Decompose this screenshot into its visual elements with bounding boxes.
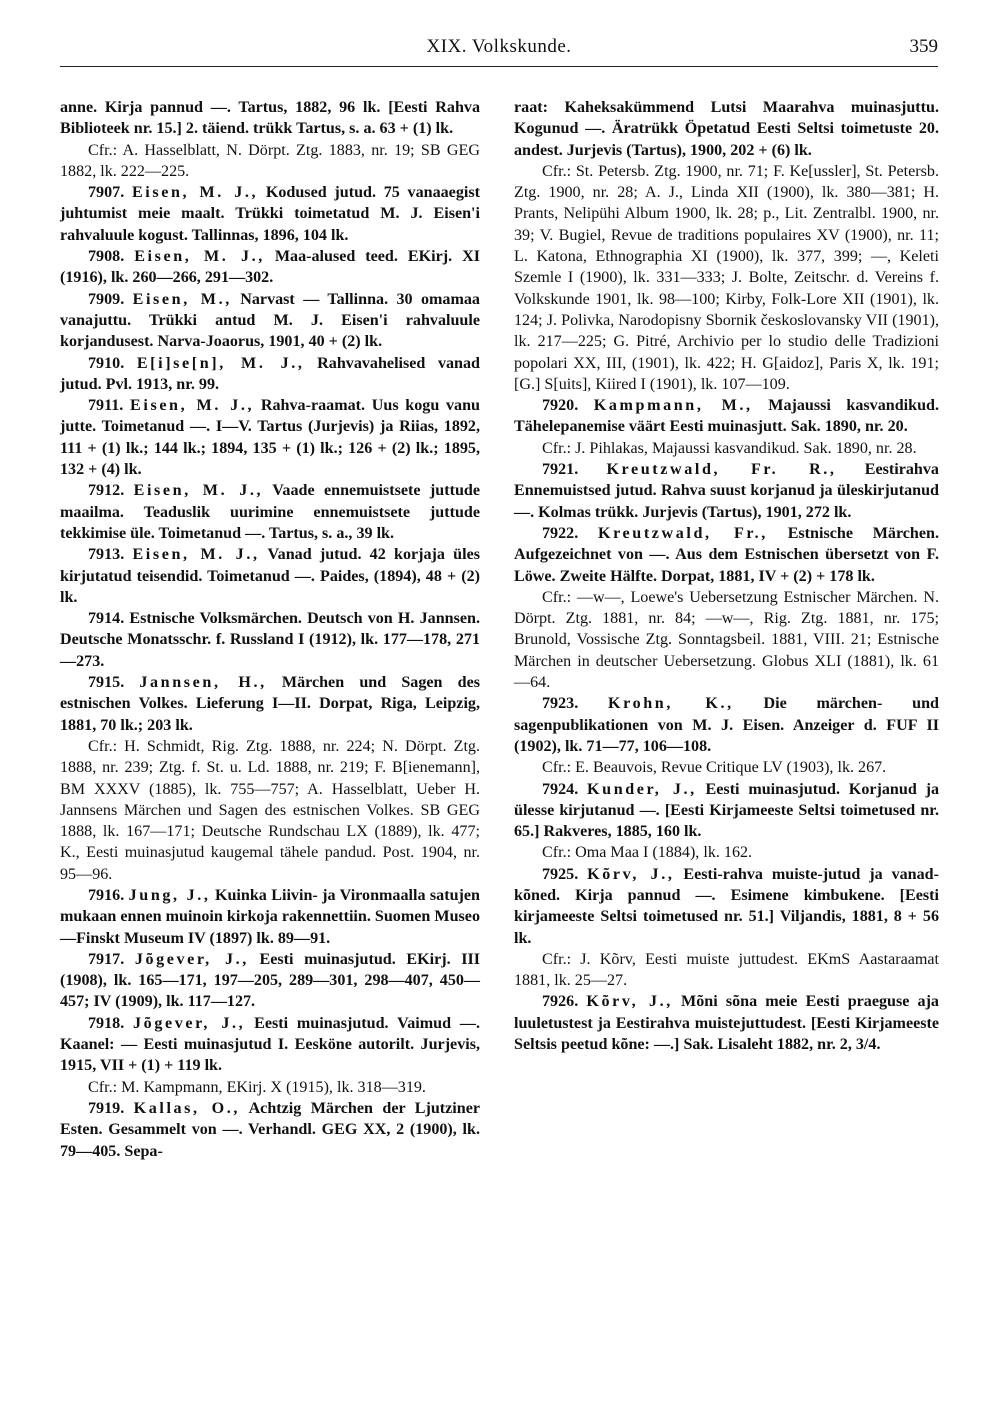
entry-number: 7912. bbox=[88, 482, 125, 500]
cfr-text: Cfr.: E. Beauvois, Revue Critique LV (1903), lk. 267. bbox=[542, 759, 887, 777]
bibliography-entry bbox=[514, 693, 939, 757]
entry-text: raat: Kaheksakümmend Lutsi Maarahva muinasjuttu. Kogunud —. Äratrükk Öpetatud Eesti Seltsi toimetuste 20. andest. Jurjevis (Tartus), 1900, 202 + (6) lk. bbox=[514, 99, 939, 159]
cfr-text: Cfr.: St. Petersb. Ztg. 1900, nr. 71; F. Ke[ussler], St. Petersb. Ztg. 1900, nr. 28; A. J., Linda XII (1900), lk. 380—381; H. Prants, Nelipühi Album 1900, lk. 28; p., Lit. Zentralbl. 1900, nr. 39; V. Bugiel, Revue de traditions populaires XV (1900), nr. 11; L. Katona, Ethnographia XI (1900), lk. 377, 399; —, Keleti Szemle I (1900), lk. 331—333; J. Bolte, Zeitschr. d. Vereins f. Volkskunde 1901, lk. 98—100; Kirby, Folk-Lore XII (1901), lk. 124; J. Polivka, Narodopisny Sbornik českoslovansky VII (1901), lk. 217—225; G. Pitré, Archivio per lo studio delle Tradizioni popolari XX, III, (1901), lk. 422; H. G[aidoz], Paris X, lk. 191; [G.] S[uits], Kiired I (1901), lk. 107—109. bbox=[514, 162, 939, 393]
entry-author: Kreutzwald, Fr. R., bbox=[606, 461, 837, 479]
bibliography-entry bbox=[60, 1013, 480, 1077]
entry-text: Kuinka Liivin- ja Vironmaalla satujen mukaan ennen muinoin kirkoja rakennettiin. Suomen Museo—Finskt Museum IV (1897) lk. 89—91. bbox=[60, 886, 480, 947]
entry-text: Estnische Volksmärchen. Deutsch von H. Jannsen. Deutsche Monatsschr. f. Russland I (1912), lk. 177—178, 271—273. bbox=[60, 610, 480, 670]
entry-number: 7919. bbox=[88, 1099, 125, 1117]
cfr-text: Cfr.: —w—, Loewe's Uebersetzung Estnischer Märchen. N. Dörpt. Ztg. 1881, nr. 84; —w—, Rig. Ztg. 1881, nr. 175; Brunold, Vossische Ztg. Sonntagsbeil. 1881, VIII. 21; Estnische Märchen in deutscher Uebersetzung. Globus XLI (1881), lk. 61—64. bbox=[514, 588, 939, 692]
entry-number: 7911. bbox=[88, 397, 124, 415]
bibliography-entry bbox=[60, 949, 480, 1013]
entry-author: Eisen, M. J., bbox=[131, 184, 259, 202]
cfr-note bbox=[514, 842, 939, 863]
bibliography-entry bbox=[60, 353, 480, 396]
entry-number: 7926. bbox=[542, 993, 579, 1011]
entry-text: anne. Kirja pannud —. Tartus, 1882, 96 lk. [Eesti Rahva Biblioteek nr. 15.] 2. täiend. trükk Tartus, s. a. 63 + (1) lk. bbox=[60, 99, 480, 138]
bibliography-entry bbox=[60, 289, 480, 353]
entry-text: Narvast — Tallinna. 30 omamaa vanajuttu. Trükki antud M. J. Eisen'i rahvaluule korjandusest. Narva-Joaorus, 1901, 40 + (2) lk. bbox=[60, 290, 480, 351]
entry-author: E[i]se[n], M. J., bbox=[136, 354, 305, 372]
cfr-note bbox=[514, 438, 939, 459]
entry-number: 7915. bbox=[88, 674, 125, 692]
cfr-text: Cfr.: A. Hasselblatt, N. Dörpt. Ztg. 1883, nr. 19; SB GEG 1882, lk. 222—225. bbox=[60, 141, 480, 180]
entry-continuation bbox=[514, 97, 939, 161]
entry-author: Kunder, J., bbox=[587, 780, 697, 798]
page-header bbox=[60, 36, 938, 66]
entry-text: Rahva-raamat. Uus kogu vanu jutte. Toimetanud —. I—V. Tartus (Jurjevis) ja Riias, 1892, 111 + (1) lk.; 144 lk.; 1894, 135 + (1) lk.; 126 + (2) lk.; 1895, 132 + (4) lk. bbox=[60, 397, 480, 479]
entry-text: Rahvavahelised vanad jutud. Pvl. 1913, nr. 99. bbox=[60, 354, 481, 393]
entry-author: Eisen, M. J., bbox=[130, 397, 255, 415]
entry-number: 7921. bbox=[542, 461, 579, 479]
entry-text: Eesti muinasjutud. Vaimud —. Kaanel: — Eesti muinasjutud I. Eesköne autorilt. Jurjevis, 1915, VII + (1) + 119 lk. bbox=[60, 1014, 480, 1075]
cfr-note bbox=[514, 949, 939, 992]
entry-number: 7914. bbox=[88, 610, 125, 628]
cfr-text: Cfr.: H. Schmidt, Rig. Ztg. 1888, nr. 224; N. Dörpt. Ztg. 1888, nr. 239; Ztg. f. St. u. Ld. 1888, nr. 219; F. B[ienemann], BM XXXV (1885), lk. 755—757; A. Hasselblatt, Ueber H. Jannsens Märchen und Sagen des estnischen Volkes. SB GEG 1888, lk. 167—171; Deutsche Rundschau LX (1889), lk. 477; K., Eesti muinasjutud kaugemal tähele pandud. Post. 1904, nr. 95—96. bbox=[60, 737, 480, 883]
entry-number: 7925. bbox=[542, 865, 579, 883]
entry-author: Kõrv, J., bbox=[587, 865, 675, 883]
cfr-note bbox=[60, 140, 480, 183]
entry-text: Maa-alused teed. EKirj. XI (1916), lk. 260—266, 291—302. bbox=[60, 248, 480, 287]
entry-number: 7923. bbox=[542, 695, 579, 713]
entry-number: 7908. bbox=[88, 248, 125, 266]
cfr-note bbox=[60, 1077, 480, 1098]
entry-number: 7924. bbox=[542, 780, 579, 798]
cfr-text: Cfr.: M. Kampmann, EKirj. X (1915), lk. 318—319. bbox=[88, 1078, 426, 1096]
entry-author: Eisen, M. J., bbox=[132, 546, 260, 564]
entry-author: Jung, J., bbox=[128, 886, 211, 904]
entry-text: Vaade ennemuistsete juttude maailma. Teaduslik uurimine ennemuistsete juttude tekkimise üle. Toimetanud —. Tartus, s. a., 39 lk. bbox=[60, 482, 481, 542]
entry-author: Eisen, M. J., bbox=[133, 482, 264, 500]
entry-number: 7913. bbox=[88, 546, 125, 564]
bibliography-entry bbox=[60, 395, 480, 480]
entry-text: Majaussi kasvandikud. Tähelepanemise väärt Eesti muinasjutt. Sak. 1890, nr. 20. bbox=[514, 397, 939, 436]
bibliography-entry bbox=[514, 395, 939, 438]
entry-number: 7909. bbox=[88, 290, 125, 308]
entry-text: Märchen und Sagen des estnischen Volkes. Lieferung I—II. Dorpat, Riga, Leipzig, 1881, 70 lk.; 203 lk. bbox=[60, 674, 480, 734]
entry-text: Vanad jutud. 42 korjaja üles kirjutatud teisendid. Toimetanud —. Paides, (1894), 48 + (2) lk. bbox=[60, 546, 480, 606]
bibliography-entry bbox=[60, 885, 480, 949]
entry-author: Kõrv, J., bbox=[586, 993, 673, 1011]
entry-text: Achtzig Märchen der Ljutziner Esten. Gesammelt von —. Verhandl. GEG XX, 2 (1900), lk. 79—405. Sepa- bbox=[60, 1099, 480, 1160]
bibliography-entry bbox=[514, 459, 939, 523]
entry-number: 7910. bbox=[88, 354, 125, 372]
cfr-note bbox=[514, 587, 939, 693]
cfr-note bbox=[514, 757, 939, 778]
entry-text: Eestirahva Ennemuistsed jutud. Rahva suust korjanud ja üleskirjutanud —. Kolmas trükk. Jurjevis (Tartus), 1901, 272 lk. bbox=[514, 461, 939, 521]
bibliography-entry bbox=[514, 779, 939, 843]
entry-author: Kallas, O., bbox=[133, 1099, 241, 1117]
entry-text: Eesti muinasjutud. Korjanud ja ülesse kirjutanud —. [Eesti Kirjameeste Seltsi toimetused nr. 65.] Rakveres, 1885, 160 lk. bbox=[514, 780, 939, 841]
entry-text: Mõni sõna meie Eesti praeguse aja luuletustest ja Eestirahva muistejuttudest. [Eesti Kirjameeste Seltsis peetud kõne: —.] Sak. Lisaleht 1882, nr. 2, 3/4. bbox=[514, 993, 939, 1054]
entry-author: Eisen, M., bbox=[132, 290, 232, 308]
bibliography-entry bbox=[60, 246, 480, 289]
entry-author: Eisen, M. J., bbox=[134, 248, 265, 266]
entry-text: Kodused jutud. 75 vanaaegist juhtumist meie maalt. Trükki toimetatud M. J. Eisen'i rahvaluule kogust. Tallinnas, 1896, 104 lk. bbox=[60, 184, 480, 244]
entry-number: 7920. bbox=[542, 397, 579, 415]
bibliography-entry bbox=[514, 991, 939, 1055]
entry-number: 7916. bbox=[88, 886, 125, 904]
right-column bbox=[514, 97, 939, 1055]
cfr-text: Cfr.: J. Pihlakas, Majaussi kasvandikud. Sak. 1890, nr. 28. bbox=[542, 439, 917, 457]
cfr-text: Cfr.: Oma Maa I (1884), lk. 162. bbox=[542, 844, 753, 862]
entry-text: Die märchen- und sagenpublikationen von M. J. Eisen. Anzeiger d. FUF II (1902), lk. 71—77, 106—108. bbox=[514, 695, 939, 755]
cfr-text: Cfr.: J. Kõrv, Eesti muiste juttudest. EKmS Aastaraamat 1881, lk. 25—27. bbox=[514, 950, 939, 990]
entry-number: 7922. bbox=[542, 524, 579, 542]
entry-number: 7907. bbox=[88, 184, 125, 202]
header-rule bbox=[60, 66, 938, 67]
bibliography-entry bbox=[60, 672, 480, 736]
bibliography-entry bbox=[60, 1098, 480, 1162]
entry-number: 7917. bbox=[88, 950, 125, 968]
entry-number: 7918. bbox=[88, 1014, 125, 1032]
entry-author: Jõgever, J., bbox=[133, 1014, 246, 1032]
entry-continuation bbox=[60, 97, 480, 140]
cfr-note bbox=[60, 736, 480, 885]
bibliography-entry bbox=[60, 480, 480, 544]
left-column bbox=[60, 97, 480, 1162]
bibliography-entry bbox=[60, 544, 480, 608]
cfr-note bbox=[514, 161, 939, 395]
bibliography-entry bbox=[514, 523, 939, 587]
bibliography-entry bbox=[514, 864, 939, 949]
bibliography-entry bbox=[60, 608, 480, 672]
bibliography-entry bbox=[60, 182, 480, 246]
entry-author: Jannsen, H., bbox=[139, 674, 267, 692]
entry-author: Krohn, K., bbox=[608, 695, 734, 713]
entry-text: Estnische Märchen. Aufgezeichnet von —. Aus dem Estnischen übersetzt von F. Löwe. Zweite Hälfte. Dorpat, 1881, IV + (2) + 178 lk. bbox=[514, 524, 940, 585]
entry-author: Kampmann, M., bbox=[593, 397, 753, 415]
page-number: 359 bbox=[909, 36, 938, 57]
entry-author: Kreutzwald, Fr., bbox=[597, 524, 768, 542]
running-title: XIX. Volkskunde. bbox=[426, 36, 572, 57]
entry-text: Eesti muinasjutud. EKirj. III (1908), lk. 165—171, 197—205, 289—301, 298—407, 450—457; IV (1909), lk. 117—127. bbox=[60, 950, 480, 1011]
entry-author: Jõgever, J., bbox=[134, 950, 249, 968]
entry-text: Eesti-rahva muiste-jutud ja vanad-kõned. Kirja pannud —. Esimene kimbukene. [Eesti kirjameeste Seltsi toimetused nr. 51.] Viljandis, 1881, 8 + 56 lk. bbox=[514, 865, 939, 947]
